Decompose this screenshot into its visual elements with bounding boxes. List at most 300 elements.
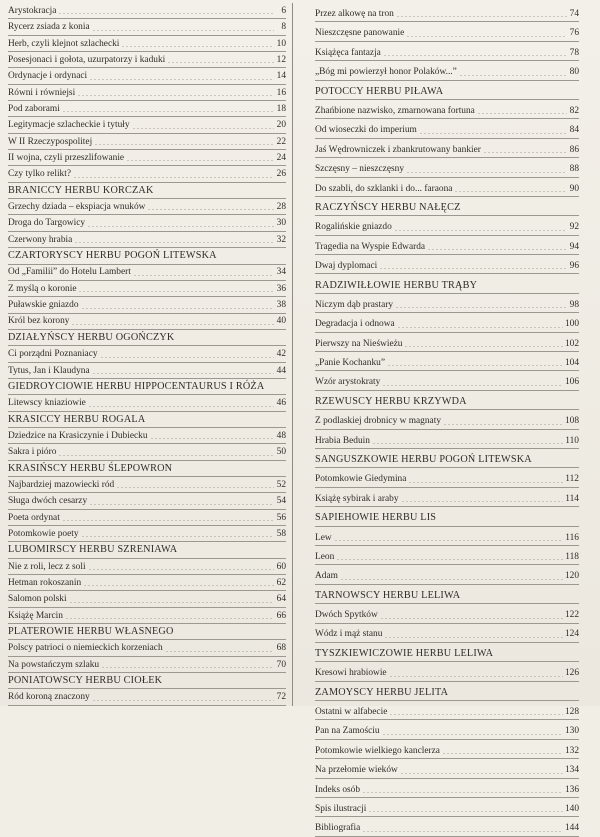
page-number: 80 [569,67,579,78]
entry-title: W II Rzeczypospolitej [8,136,93,147]
page-number: 144 [564,823,579,834]
dot-leader [71,324,274,325]
toc-entry [8,68,286,84]
entry-title: Degradacja i odnowa [315,319,395,330]
entry-title: Potomkowie wielkiego kanclerza [315,745,440,756]
toc-family-heading [315,643,579,662]
entry-title: Hetman rokoszanin [8,577,82,588]
toc-entry [8,314,286,330]
toc-family-heading [315,274,579,293]
entry-title: Ordynacje i ordynaci [8,71,88,82]
toc-family-heading [8,379,286,395]
entry-title: Droga do Targowicy [8,218,86,229]
dot-leader [89,504,274,505]
page-number: 140 [564,804,579,814]
toc-entry [315,662,579,681]
dot-leader [94,144,274,145]
toc-entry [8,395,286,411]
entry-title: Ci porządni Poznaniacy [8,349,98,360]
page-number: 72 [276,692,286,703]
page-number: 88 [569,164,579,175]
page-number: 60 [276,561,286,572]
dot-leader [132,128,274,129]
entry-title: Dziedzice na Krasiczynie i Dubiecku [8,430,148,441]
dot-leader [443,424,563,425]
toc-column-right [315,3,579,837]
entry-title: Czerwony hrabia [8,234,73,245]
toc-family-heading [8,624,286,640]
toc-entry [8,363,286,379]
entry-title: Z podlaskiej drobnicy w magnaty [315,416,442,427]
heading-text: POTOCCY HERBU PIŁAWA [315,85,444,97]
page-number: 128 [564,707,579,718]
heading-text: RACZYŃSCY HERBU NAŁĘCZ [315,202,461,214]
toc-entry [315,371,579,390]
dot-leader [62,111,274,112]
toc-entry [315,119,579,138]
dot-leader [406,36,567,37]
entry-title: Z myślą o koronie [8,283,77,294]
page-number: 18 [276,104,286,114]
entry-title: Ostatni w alfabecie [315,707,388,718]
toc-entry [315,468,579,487]
entry-title: Zhańbione nazwisko, zmarnowana fortuna [315,105,475,116]
toc-entry [315,333,579,352]
entry-title: Adam [315,571,338,582]
toc-entry [315,817,579,836]
toc-entry [315,779,579,798]
toc-entry [8,3,286,19]
page-number: 32 [276,234,286,245]
toc-entry [8,36,286,52]
dot-leader [442,753,563,754]
toc-entry [315,546,579,565]
dot-leader [384,637,563,638]
toc-family-heading [8,412,286,428]
dot-leader [167,62,274,63]
toc-entry [315,255,579,274]
dot-leader [379,268,567,269]
toc-entry [8,117,286,133]
dot-leader [362,792,563,793]
page-number: 20 [276,120,286,131]
toc-entry [8,428,286,444]
toc-entry [315,720,579,739]
toc-family-heading [315,391,579,410]
entry-title: Król bez korony [8,316,70,327]
toc-entry [8,297,286,313]
entry-title: Dwóch Spytków [315,610,378,621]
page-number: 110 [565,435,579,446]
page-number: 22 [276,136,286,147]
dot-leader [74,242,274,243]
toc-entry [315,100,579,119]
entry-title: Przez alkowę na tron [315,8,394,19]
page-number: 134 [564,765,579,776]
entry-title: Sakra i pióro [8,447,57,458]
dot-leader [397,327,563,328]
entry-title: Spis ilustracji [315,804,367,814]
dot-leader [58,455,274,456]
page-number: 114 [565,493,579,504]
page-number: 52 [276,479,286,490]
toc-entry [315,178,579,197]
dot-leader [340,579,563,580]
toc-entry [8,526,286,542]
dot-leader [408,482,563,483]
toc-entry [315,798,579,817]
page-number: 90 [569,183,579,194]
dot-leader [454,191,567,192]
dot-leader [83,585,274,586]
dot-leader [116,487,274,488]
toc-family-heading [315,585,579,604]
page-number: 76 [569,28,579,39]
toc-entry [8,134,286,150]
entry-title: Indeks osób [315,784,361,795]
toc-entry [8,166,286,182]
page-number: 92 [569,222,579,233]
dot-leader [133,275,274,276]
page-number: 82 [569,105,579,116]
page-number: 62 [276,577,286,588]
entry-title: Lew [315,532,332,543]
toc-entry [315,61,579,80]
entry-title: Czy tylko relikt? [8,169,72,180]
page-number: 122 [564,610,579,621]
toc-entry [8,559,286,575]
heading-text: ZAMOYSCY HERBU JELITA [315,686,449,698]
toc-family-heading [8,461,286,477]
heading-text: BRANICCY HERBU KORCZAK [8,184,154,196]
dot-leader [372,443,563,444]
heading-text: SAPIEHOWIE HERBU LIS [315,512,437,524]
toc-entry [8,232,286,248]
toc-entry [8,493,286,509]
entry-title: Niczym dąb prastary [315,299,394,310]
toc-family-heading [315,81,579,100]
toc-entry [8,19,286,35]
page-number: 38 [276,300,286,311]
toc-entry [8,591,286,607]
page-number: 36 [276,283,286,294]
entry-title: Puławskie gniazdo [8,300,79,311]
entry-title: Książęca fantazja [315,47,381,58]
entry-title: Szczęsny – nieszczęsny [315,164,405,175]
entry-title: Dwaj dyplomaci [315,261,378,272]
page-number: 34 [276,267,286,278]
entry-title: Na powstańczym szlaku [8,659,100,670]
entry-title: Od „Familii” do Hotelu Lambert [8,267,131,278]
entry-title: Do szabli, do szklanki i do... faraona [315,183,453,194]
dot-leader [126,160,274,161]
toc-entry [315,488,579,507]
dot-leader [395,307,567,308]
entry-title: Nie z roli, lecz z soli [8,561,86,572]
dot-leader [92,373,274,374]
entry-title: Polscy patrioci o niemieckich korzeniach [8,643,163,654]
dot-leader [87,226,274,227]
page-number: 30 [276,218,286,229]
toc-entry [315,430,579,449]
dot-leader [382,385,563,386]
page-number: 112 [565,474,579,485]
toc-entry [8,689,286,705]
toc-entry [8,52,286,68]
toc-entry [8,657,286,673]
heading-text: DZIAŁYŃSCY HERBU OGOŃCZYK [8,332,175,344]
page-number: 100 [564,319,579,330]
entry-title: Potomkowie Giedymina [315,474,407,485]
entry-title: Jaś Wędrowniczek i zbankrutowany bankier [315,144,481,155]
toc-family-heading [8,673,286,689]
toc-entry [315,294,579,313]
dot-leader [165,651,274,652]
page-number: 6 [281,5,286,16]
entry-title: Rycerz zsiada z konia [8,22,90,33]
page-number: 56 [276,512,286,523]
page-number: 26 [276,169,286,180]
entry-title: Tragedia na Wyspie Edwarda [315,241,426,252]
toc-entry [8,215,286,231]
entry-title: Arystokracja [8,5,57,16]
entry-title: Leon [315,551,335,562]
dot-leader [419,133,567,134]
heading-text: CZARTORYSCY HERBU POGOŃ LITEWSKA [8,250,217,262]
entry-title: „Panie Kochanku” [315,358,386,369]
toc-entry [315,352,579,371]
heading-text: TARNOWSCY HERBU LELIWA [315,589,461,601]
toc-entry [8,477,286,493]
dot-leader [78,291,274,292]
dot-leader [389,676,563,677]
page-number: 44 [276,365,286,376]
page-number: 126 [564,668,579,679]
heading-text: KRASIŃSCY HERBU ŚLEPOWRON [8,462,173,474]
dot-leader [89,79,274,80]
toc-entry [8,346,286,362]
entry-title: Herb, czyli klejnot szlachecki [8,38,120,49]
toc-family-heading [8,542,286,558]
dot-leader [383,55,567,56]
page-number: 106 [564,377,579,388]
toc-entry [315,216,579,235]
toc-entry [315,42,579,61]
toc-entry [315,565,579,584]
page-number: 12 [276,54,286,65]
toc-entry [315,759,579,778]
entry-title: II wojna, czyli przeszlifowanie [8,153,125,164]
entry-title: Wzór arystokraty [315,377,381,388]
heading-text: KRASICCY HERBU ROGALA [8,413,146,425]
entry-title: Książę sybirak i araby [315,493,399,504]
toc-family-heading [8,183,286,199]
toc-entry [8,510,286,526]
entry-title: Nieszczęsne panowanie [315,28,405,39]
toc-entry [8,444,286,460]
toc-entry [315,139,579,158]
dot-leader [336,559,563,560]
heading-text: SANGUSZKOWIE HERBU POGOŃ LITEWSKA [315,454,532,466]
page-number: 132 [564,745,579,756]
dot-leader [380,618,563,619]
dot-leader [477,113,567,114]
toc-entry [8,265,286,281]
entry-title: Bibliografia [315,823,361,834]
toc-entry [8,575,286,591]
page-number: 58 [276,528,286,539]
dot-leader [394,230,567,231]
toc-entry [315,158,579,177]
dot-leader [100,357,274,358]
entry-title: Litewscy kniaziowie [8,398,86,409]
page-number: 46 [276,398,286,409]
toc-entry [315,604,579,623]
entry-title: Grzechy dziada – ekspiacja wnuków [8,202,146,213]
entry-title: Kresowi hrabiowie [315,668,387,679]
entry-title: Książę Marcin [8,610,63,621]
entry-title: Wódz i mąż stanu [315,629,383,640]
dot-leader [334,540,564,541]
entry-title: Na przełomie wieków [315,765,398,776]
dot-leader [73,177,274,178]
page-number: 108 [564,416,579,427]
toc-entry [315,624,579,643]
heading-text: RADZIWIŁŁOWIE HERBU TRĄBY [315,279,478,291]
page-number: 40 [276,316,286,327]
page-number: 10 [276,38,286,49]
dot-leader [62,520,274,521]
dot-leader [389,714,563,715]
heading-text: LUBOMIRSCY HERBU SZRENIAWA [8,544,178,556]
toc-entry [315,313,579,332]
page-number: 124 [564,629,579,640]
toc-entry [315,3,579,22]
toc-entry [8,150,286,166]
entry-title: Równi i równiejsi [8,87,76,98]
page-number: 86 [569,144,579,155]
toc-entry [8,101,286,117]
page-number: 70 [276,659,286,670]
page-number: 50 [276,447,286,458]
entry-title: Najbardziej mazowiecki ród [8,479,115,490]
page-number: 102 [564,338,579,349]
dot-leader [92,30,274,31]
page-number: 118 [565,551,579,562]
entry-title: Posesjonaci i gołota, uzurpatorzy i kaduki [8,54,166,65]
page-number: 84 [569,125,579,136]
page-number: 8 [281,22,286,33]
toc-entry [8,640,286,656]
page-number: 98 [569,299,579,310]
page-number: 68 [276,643,286,654]
dot-leader [147,209,274,210]
dot-leader [368,811,563,812]
dot-leader [88,569,274,570]
page-number: 16 [276,87,286,98]
page-number: 48 [276,430,286,441]
dot-leader [401,501,564,502]
page-number: 42 [276,349,286,360]
toc-entry [8,281,286,297]
entry-title: Ród koroną znaczony [8,692,90,703]
entry-title: Tytus, Jan i Klaudyna [8,365,90,376]
entry-title: Pan na Zamościu [315,726,380,737]
page-number: 74 [569,8,579,19]
page-number: 130 [564,726,579,737]
entry-title: Sługa dwóch cesarzy [8,496,88,507]
dot-leader [400,773,563,774]
dot-leader [362,831,563,832]
toc-entry [315,527,579,546]
heading-text: PONIATOWSCY HERBU CIOŁEK [8,675,163,687]
entry-title: Poeta ordynat [8,512,60,523]
dot-leader [483,152,567,153]
page-number: 116 [565,532,579,543]
page-number: 66 [276,610,286,621]
heading-text: PLATEROWIE HERBU WŁASNEGO [8,626,174,638]
heading-text: TYSZKIEWICZOWIE HERBU LELIWA [315,648,494,660]
dot-leader [382,734,563,735]
heading-text: RZEWUSCY HERBU KRZYWDA [315,396,467,407]
page-number: 28 [276,202,286,213]
toc-family-heading [315,507,579,526]
toc-family-heading [8,330,286,346]
dot-leader [150,438,274,439]
toc-entry [8,199,286,215]
entry-title: Legitymacje szlacheckie i tytuły [8,120,130,131]
dot-leader [387,365,563,366]
toc-entry [315,410,579,429]
dot-leader [81,308,274,309]
dot-leader [396,16,567,17]
dot-leader [101,667,274,668]
dot-leader [406,172,567,173]
dot-leader [92,700,274,701]
toc-entry [8,608,286,624]
dot-leader [427,249,567,250]
toc-entry [315,740,579,759]
page-number: 94 [569,241,579,252]
dot-leader [58,13,274,14]
dot-leader [121,46,274,47]
entry-title: Pierwszy na Nieświeżu [315,338,403,349]
entry-title: „Bóg mi powierzył honor Polaków...” [315,67,457,78]
page-number: 78 [569,47,579,58]
page-number: 54 [276,496,286,507]
page-number: 104 [564,358,579,369]
dot-leader [404,346,562,347]
toc-entry [315,701,579,720]
dot-leader [459,75,567,76]
entry-title: Hrabia Beduin [315,435,370,446]
toc-family-heading [315,449,579,468]
toc-family-heading [8,248,286,264]
entry-title: Od wioseczki do imperium [315,125,417,136]
page-number: 24 [276,153,286,164]
page-number: 136 [564,784,579,795]
toc-entry [315,22,579,41]
entry-title: Rogalińskie gniazdo [315,222,392,233]
dot-leader [88,406,274,407]
toc-entry [315,236,579,255]
toc-family-heading [315,682,579,701]
page-number: 64 [276,594,286,605]
page-number: 14 [276,71,286,82]
dot-leader [81,536,274,537]
page-number: 120 [564,571,579,582]
entry-title: Salomon polski [8,594,67,605]
